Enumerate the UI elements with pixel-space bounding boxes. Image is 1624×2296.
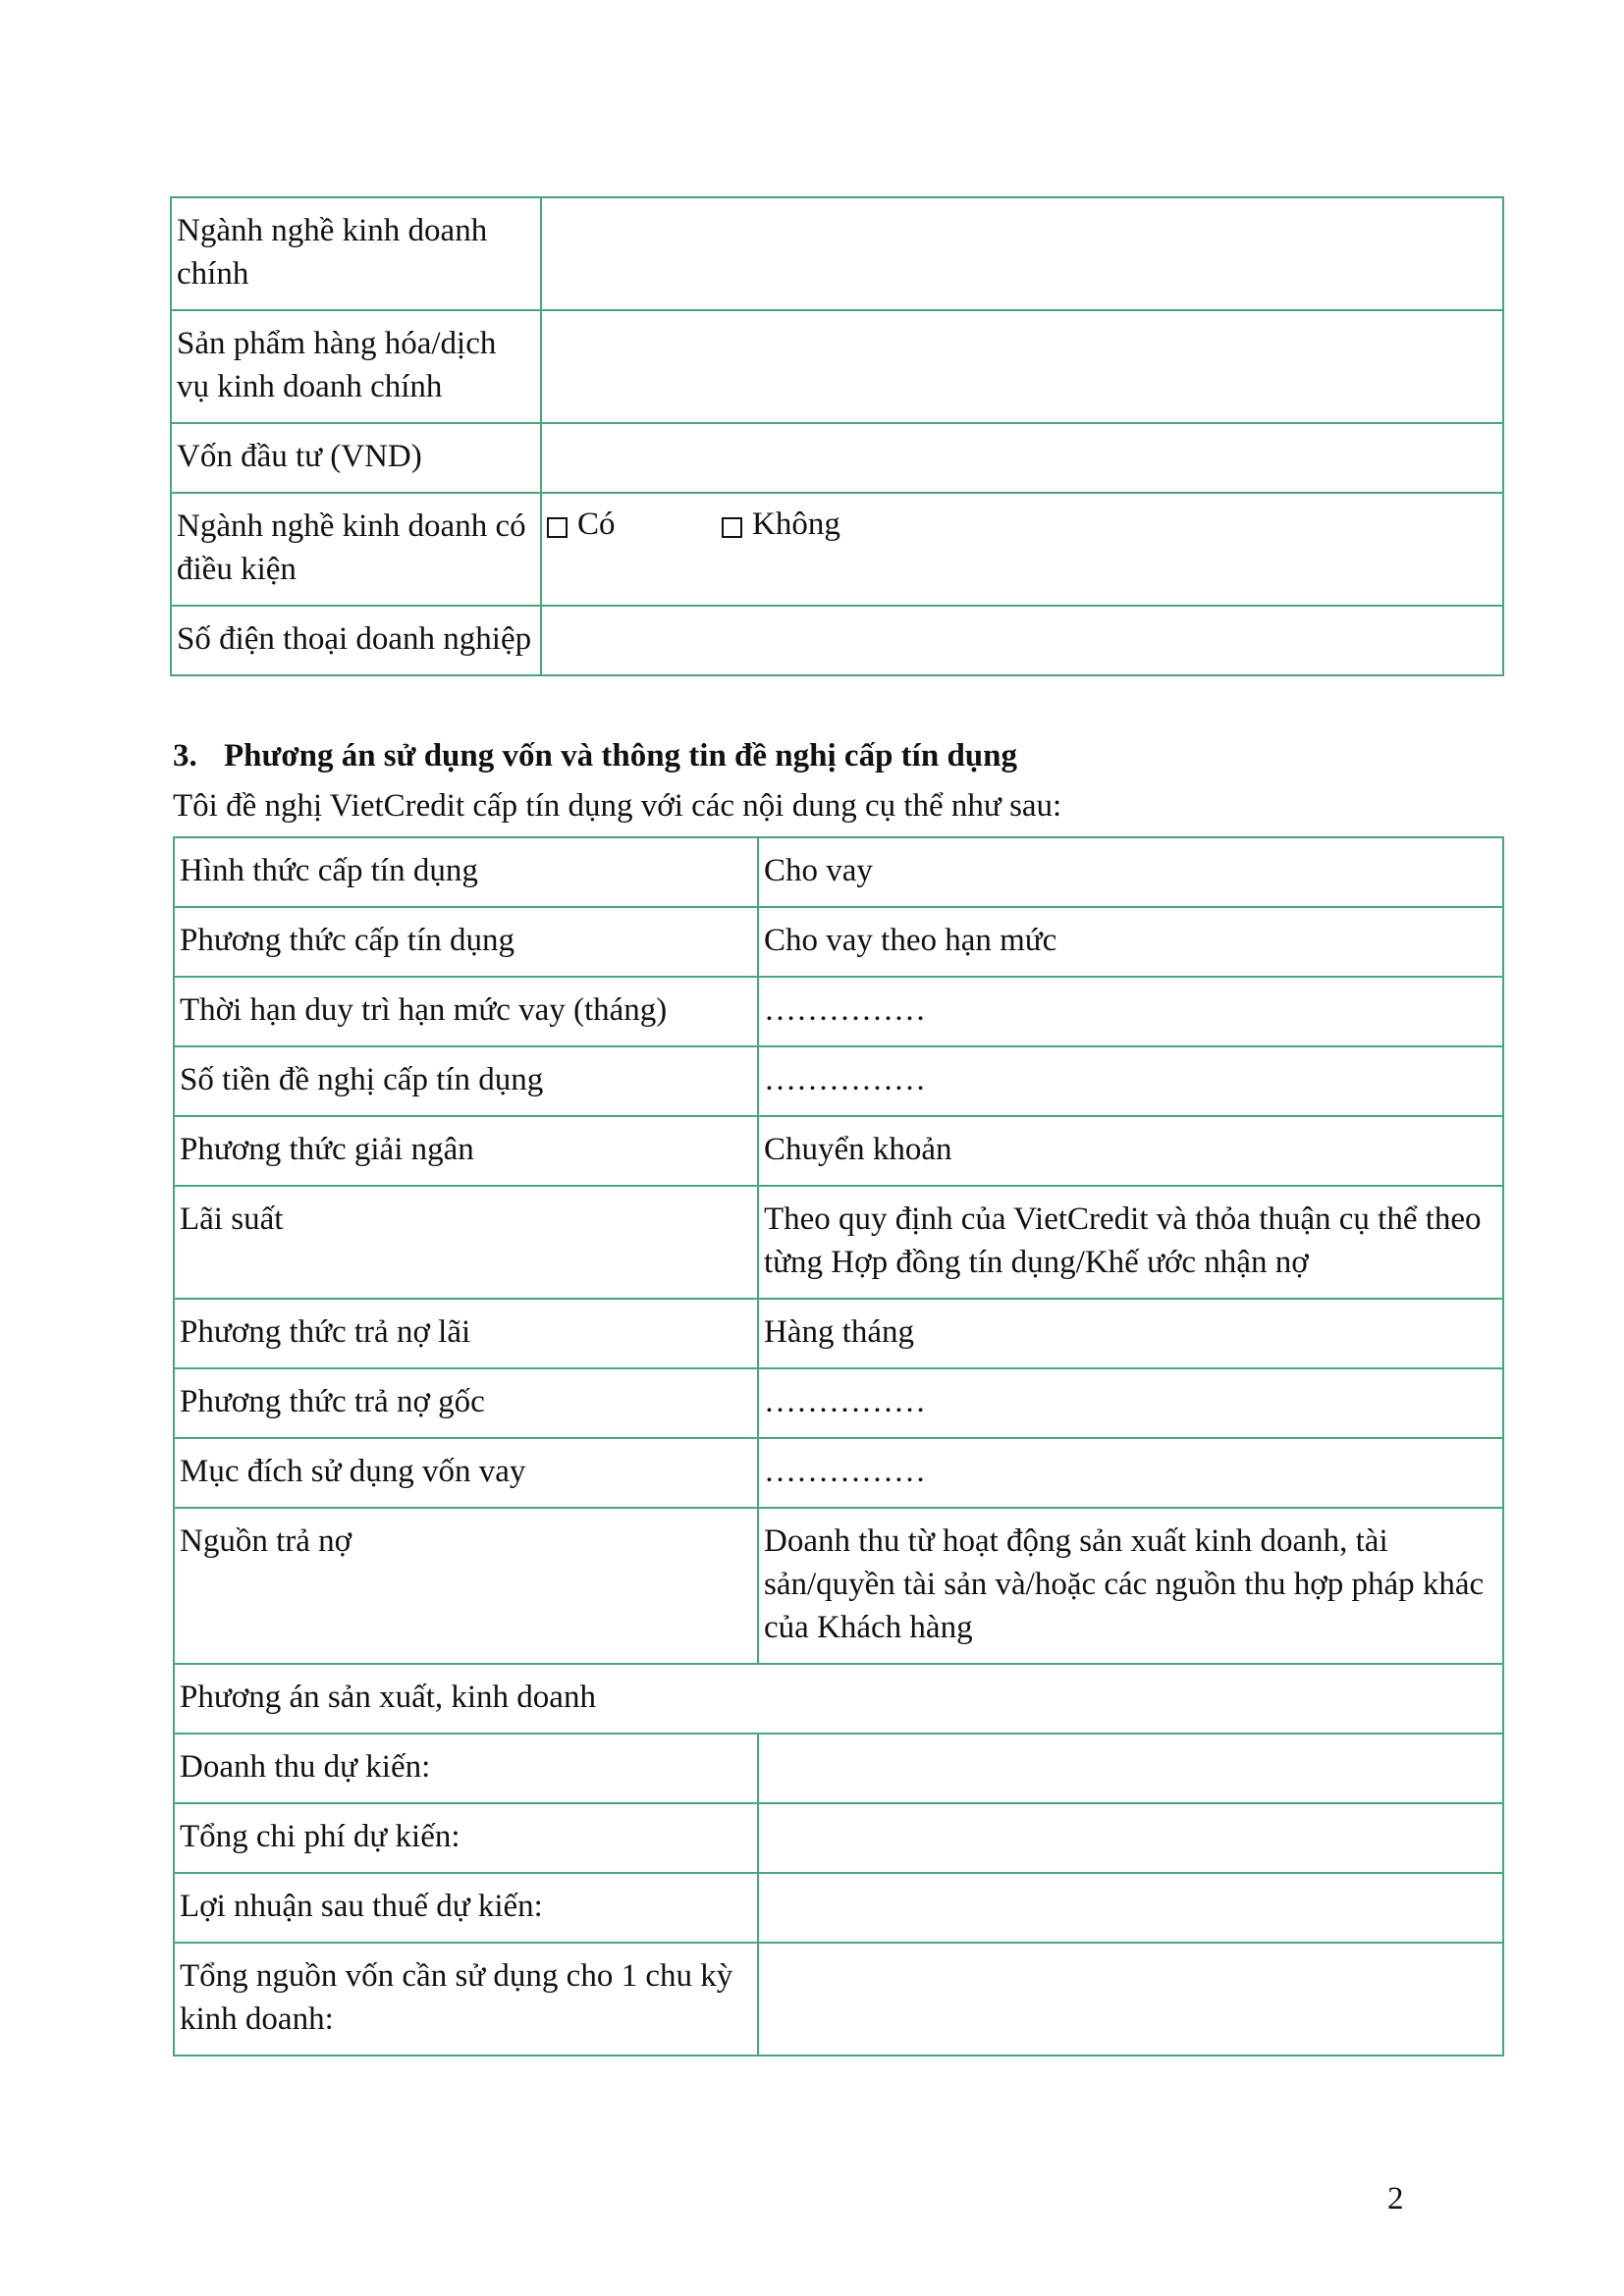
credit-proposal-table [173, 836, 1504, 2056]
loan-term-field[interactable]: …………… [758, 977, 1503, 1046]
table-row [174, 1734, 1503, 1803]
company-phone-field[interactable] [541, 606, 1503, 675]
table-row [174, 1873, 1503, 1943]
table-row [174, 1438, 1503, 1508]
page-number: 2 [1387, 2181, 1404, 2216]
table-row [174, 907, 1503, 977]
section-title: Phương án sử dụng vốn và thông tin đề nghị cấp tín dụng [224, 738, 1018, 774]
total-capital-field[interactable] [758, 1943, 1503, 2056]
credit-amount-field[interactable]: …………… [758, 1046, 1503, 1116]
table-row [174, 1116, 1503, 1186]
table-row [174, 1186, 1503, 1299]
checkbox-yes[interactable] [547, 517, 568, 538]
row-value: Cho vay theo hạn mức [758, 907, 1503, 977]
option-no-label: Không [752, 507, 840, 542]
checkbox-no[interactable] [722, 517, 742, 538]
option-yes-label: Có [577, 507, 616, 542]
table-row [171, 606, 1503, 675]
plan-header: Phương án sản xuất, kinh doanh [174, 1664, 1503, 1734]
row-label: Ngành nghề kinh doanh chính [171, 197, 541, 310]
table-row [171, 310, 1503, 423]
main-business-field[interactable] [541, 197, 1503, 310]
row-label: Tổng nguồn vốn cần sử dụng cho 1 chu kỳ kinh doanh: [174, 1943, 758, 2056]
row-label: Lãi suất [174, 1186, 758, 1299]
row-label: Phương thức giải ngân [174, 1116, 758, 1186]
row-label: Vốn đầu tư (VND) [171, 423, 541, 493]
row-value: Doanh thu từ hoạt động sản xuất kinh doanh, tài sản/quyền tài sản và/hoặc các nguồn thu hợp pháp khác của Khách hàng [758, 1508, 1503, 1664]
option-yes[interactable] [547, 503, 722, 546]
expected-revenue-field[interactable] [758, 1734, 1503, 1803]
section-number: 3. [173, 738, 197, 774]
row-label: Lợi nhuận sau thuế dự kiến: [174, 1873, 758, 1943]
investment-capital-field[interactable] [541, 423, 1503, 493]
row-value: Theo quy định của VietCredit và thỏa thuận cụ thể theo từng Hợp đồng tín dụng/Khế ước nhận nợ [758, 1186, 1503, 1299]
loan-purpose-field[interactable]: …………… [758, 1438, 1503, 1508]
section-intro: Tôi đề nghị VietCredit cấp tín dụng với các nội dung cụ thể như sau: [173, 788, 1062, 824]
row-value: Hàng tháng [758, 1299, 1503, 1368]
conditional-business-cell [541, 493, 1503, 606]
section-heading [173, 734, 1017, 777]
row-label: Tổng chi phí dự kiến: [174, 1803, 758, 1873]
principal-repayment-field[interactable]: …………… [758, 1368, 1503, 1438]
option-no[interactable] [722, 503, 840, 546]
expected-profit-field[interactable] [758, 1873, 1503, 1943]
table-row [174, 977, 1503, 1046]
conditional-business-options [547, 503, 1497, 546]
row-value: Cho vay [758, 837, 1503, 907]
row-label: Hình thức cấp tín dụng [174, 837, 758, 907]
main-products-field[interactable] [541, 310, 1503, 423]
table-row [174, 1299, 1503, 1368]
row-label: Phương thức trả nợ gốc [174, 1368, 758, 1438]
table-row [174, 1803, 1503, 1873]
table-row [171, 423, 1503, 493]
company-info-table [170, 196, 1504, 676]
expected-cost-field[interactable] [758, 1803, 1503, 1873]
row-label: Số tiền đề nghị cấp tín dụng [174, 1046, 758, 1116]
row-label: Phương thức trả nợ lãi [174, 1299, 758, 1368]
table-row [174, 1046, 1503, 1116]
table-row [174, 837, 1503, 907]
row-label: Số điện thoại doanh nghiệp [171, 606, 541, 675]
row-label: Nguồn trả nợ [174, 1508, 758, 1664]
row-label: Ngành nghề kinh doanh có điều kiện [171, 493, 541, 606]
row-label: Doanh thu dự kiến: [174, 1734, 758, 1803]
table-row [171, 493, 1503, 606]
table-row [174, 1664, 1503, 1734]
row-label: Mục đích sử dụng vốn vay [174, 1438, 758, 1508]
row-label: Thời hạn duy trì hạn mức vay (tháng) [174, 977, 758, 1046]
table-row [171, 197, 1503, 310]
row-label: Sản phẩm hàng hóa/dịch vụ kinh doanh chính [171, 310, 541, 423]
table-row [174, 1943, 1503, 2056]
row-label: Phương thức cấp tín dụng [174, 907, 758, 977]
row-value: Chuyển khoản [758, 1116, 1503, 1186]
table-row [174, 1508, 1503, 1664]
table-row [174, 1368, 1503, 1438]
